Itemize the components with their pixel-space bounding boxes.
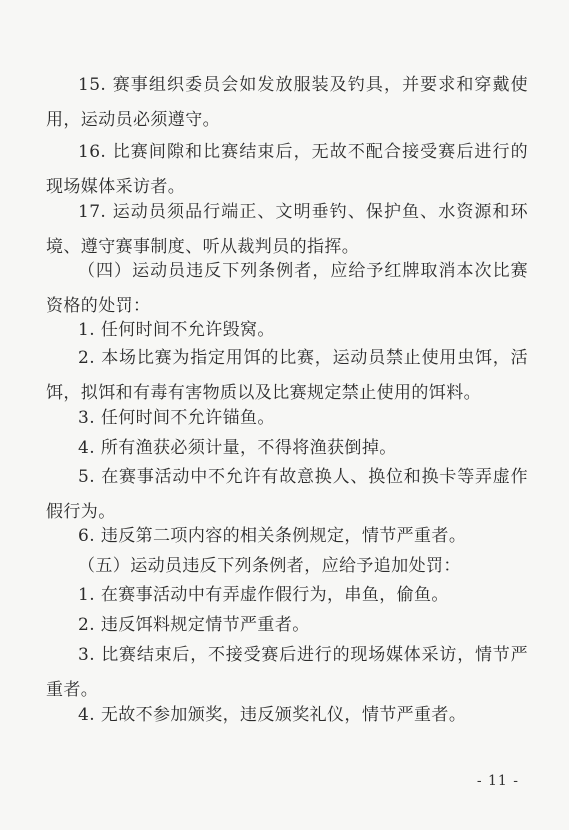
section-5-item-2: 2. 违反饵料规定情节严重者。 (78, 615, 310, 635)
section-4-item-6: 6. 违反第二项内容的相关条例规定，情节严重者。 (78, 526, 467, 546)
section-5-item-4: 4. 无故不参加颁奖，违反颁奖礼仪，情节严重者。 (78, 705, 467, 725)
section-4-item-4: 4. 所有渔获必须计量，不得将渔获倒掉。 (78, 438, 397, 458)
section-4-heading: （四）运动员违反下列条例者，应给予红牌取消本次比赛资格的处罚： (46, 261, 528, 316)
rule-15: 15. 赛事组织委员会如发放服装及钓具，并要求和穿戴使用，运动员必须遵守。 (46, 75, 528, 130)
rule-16: 16. 比赛间隙和比赛结束后，无故不配合接受赛后进行的现场媒体采访者。 (46, 142, 528, 197)
page-number: - 11 - (476, 773, 519, 789)
rule-17: 17. 运动员须品行端正、文明垂钓、保护鱼、水资源和环境、遵守赛事制度、听从裁判员的指挥。 (46, 202, 528, 257)
section-5-heading: （五）运动员违反下列条例者，应给予追加处罚： (78, 556, 461, 576)
section-4-item-5: 5. 在赛事活动中不允许有故意换人、换位和换卡等弄虚作假行为。 (46, 467, 528, 522)
section-4-item-1: 1. 任何时间不允许毁窝。 (78, 320, 275, 340)
section-5-item-3: 3. 比赛结束后，不接受赛后进行的现场媒体采访，情节严重者。 (46, 645, 528, 700)
section-5-item-1: 1. 在赛事活动中有弄虚作假行为，串鱼，偷鱼。 (78, 585, 449, 605)
section-4-item-2: 2. 本场比赛为指定用饵的比赛，运动员禁止使用虫饵，活饵，拟饵和有毒有害物质以及比赛规定禁止使用的饵料。 (46, 348, 528, 403)
section-4-item-3: 3. 任何时间不允许锚鱼。 (78, 408, 275, 428)
